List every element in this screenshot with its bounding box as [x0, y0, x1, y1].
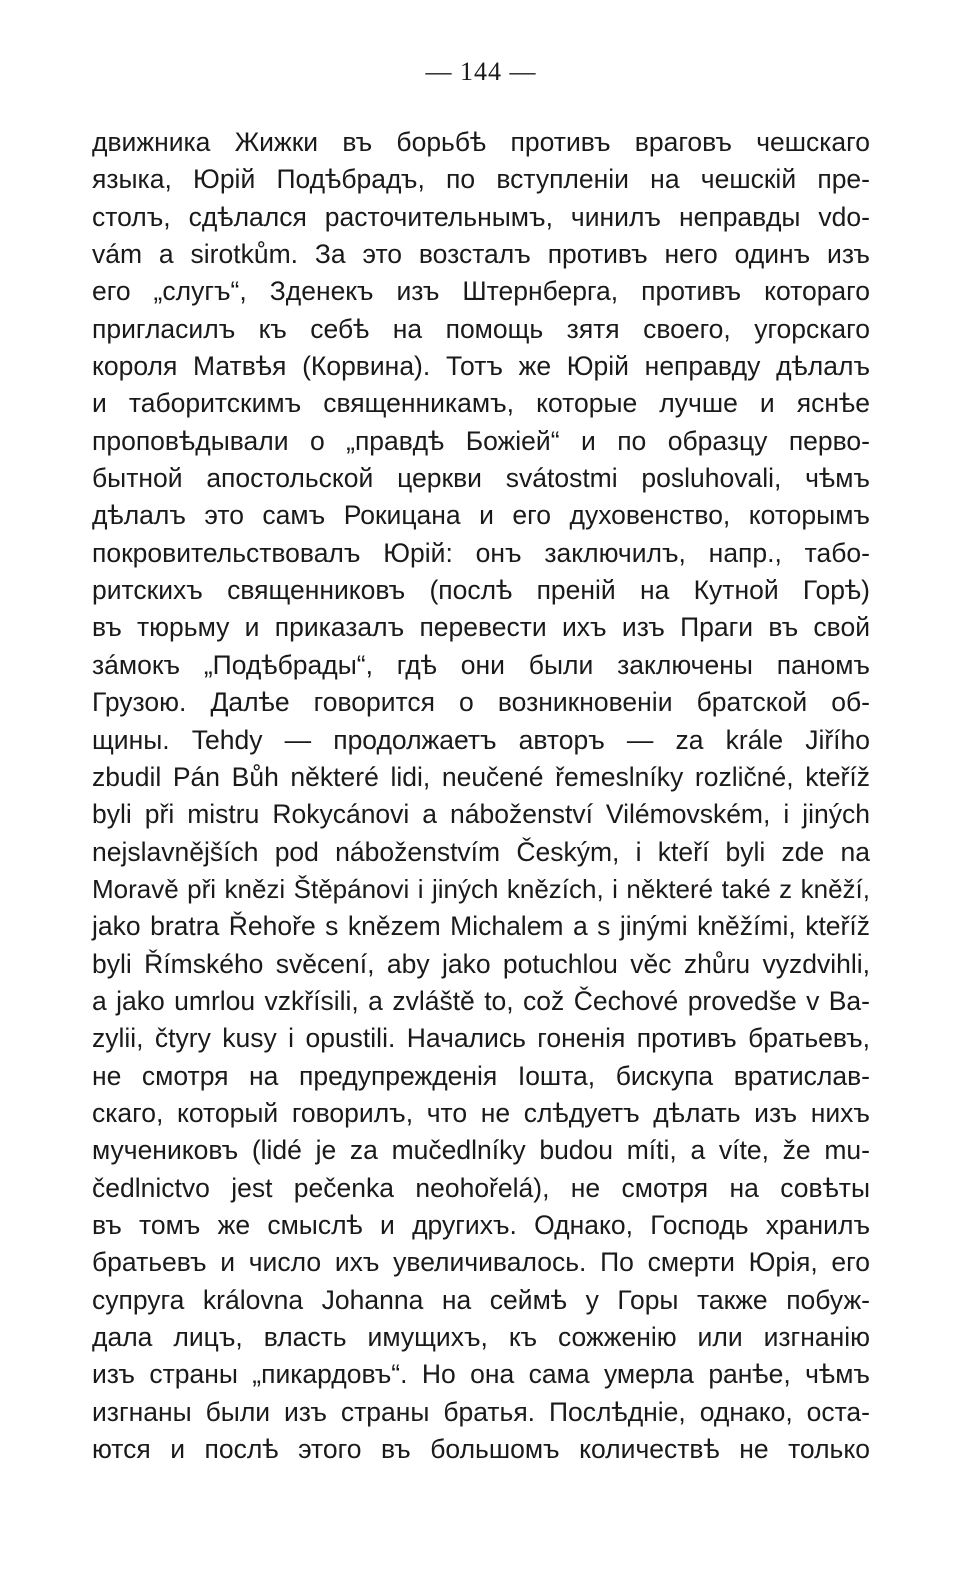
text-line: мучениковъ (lidé je za mučedlníky budou míti, a víte, že mu- — [92, 1135, 870, 1166]
text-line: zbudil Pán Bůh některé lidi, neučené řemeslníky rozličné, kteříž — [92, 761, 870, 792]
text-line: не смотря на предупрежденія Іошта, бискупа вратислав- — [92, 1060, 870, 1091]
body-text — [92, 124, 870, 1468]
text-line: vám a sirotkům. За это возсталъ противъ него одинъ изъ — [92, 239, 870, 270]
text-line: въ тюрьму и приказалъ перевести ихъ изъ Праги въ свой — [92, 612, 870, 643]
text-line: супруга královna Johanna на сеймѣ у Горы также побуж- — [92, 1284, 870, 1315]
text-line: движника Жижки въ борьбѣ противъ враговъ чешскаго — [92, 127, 870, 157]
text-line: Грузою. Далѣе говорится о возникновеніи братской об- — [92, 687, 870, 718]
text-line: nejslavnějších pod náboženstvím Českým, i kteří byli zde na — [92, 836, 870, 867]
text-line: изгнаны были изъ страны братья. Послѣдніе, однако, оста- — [92, 1396, 870, 1427]
text-line: изъ страны „пикардовъ“. Но она сама умерла ранѣе, чѣмъ — [92, 1359, 870, 1390]
text-line: и таборитскимъ священникамъ, которые лучше и яснѣе — [92, 388, 870, 419]
text-line: дала лицъ, власть имущихъ, къ сожженію или изгнанію — [92, 1322, 870, 1352]
text-line: его „слугъ“, Зденекъ изъ Штернберга, противъ котораго — [92, 276, 870, 307]
text-line: скаго, который говорилъ, что не слѣдуетъ дѣлать изъ нихъ — [92, 1097, 870, 1128]
text-line: бытной апостольской церкви svátostmi posluhovali, чѣмъ — [92, 463, 870, 494]
text-line: čedlnictvo jest pečenka neohořelá), не смотря на совѣты — [92, 1172, 870, 1203]
text-line: ются и послѣ этого въ большомъ количествѣ не только — [92, 1434, 870, 1465]
text-line: щины. Tehdy — продолжаетъ авторъ — za krále Jiřího — [92, 724, 870, 755]
text-line: короля Матвѣя (Корвина). Тотъ же Юрій неправду дѣлалъ — [92, 351, 870, 382]
text-line: языка, Юрій Подѣбрадъ, по вступленіи на чешскій пре- — [92, 164, 870, 195]
text-line: zylii, čtyry kusy i opustili. Начались гоненія противъ братьевъ, — [92, 1023, 870, 1054]
text-line: byli při mistru Rokycánovi a náboženství Vilémovském, i jiných — [92, 799, 870, 830]
page-number: — 144 — — [425, 57, 537, 86]
text-line: Moravě při knězi Štěpánovi i jiných knězích, i některé také z kněží, — [92, 873, 870, 904]
text-line: зáмокъ „Подѣбрады“, гдѣ они были заключены паномъ — [92, 649, 870, 680]
text-line: a jako umrlou vzkřísili, a zvláště to, což Čechové provedše v Ba- — [92, 985, 870, 1016]
text-line: jako bratra Řehoře s knězem Michalem a s jinými kněžími, kteříž — [92, 911, 870, 942]
text-line: братьевъ и число ихъ увеличивалось. По смерти Юрія, его — [92, 1247, 870, 1278]
text-line: byli Římského svěcení, aby jako potuchlou věc zhůru vyzdvihli, — [92, 948, 870, 979]
text-line: ритскихъ священниковъ (послѣ преній на Кутной Горѣ) — [92, 575, 870, 606]
text-line: пригласилъ къ себѣ на помощь зятя своего, угорскаго — [92, 313, 870, 344]
text-line: столъ, сдѣлался расточительнымъ, чинилъ неправды vdo- — [92, 201, 870, 232]
text-line: дѣлалъ это самъ Рокицана и его духовенство, которымъ — [92, 500, 870, 531]
text-line: покровительствовалъ Юрій: онъ заключилъ, напр., табо- — [92, 537, 870, 568]
text-line: въ томъ же смыслѣ и другихъ. Однако, Господь хранилъ — [92, 1209, 870, 1240]
text-line: проповѣдывали о „правдѣ Божіей“ и по образцу перво- — [92, 425, 870, 456]
